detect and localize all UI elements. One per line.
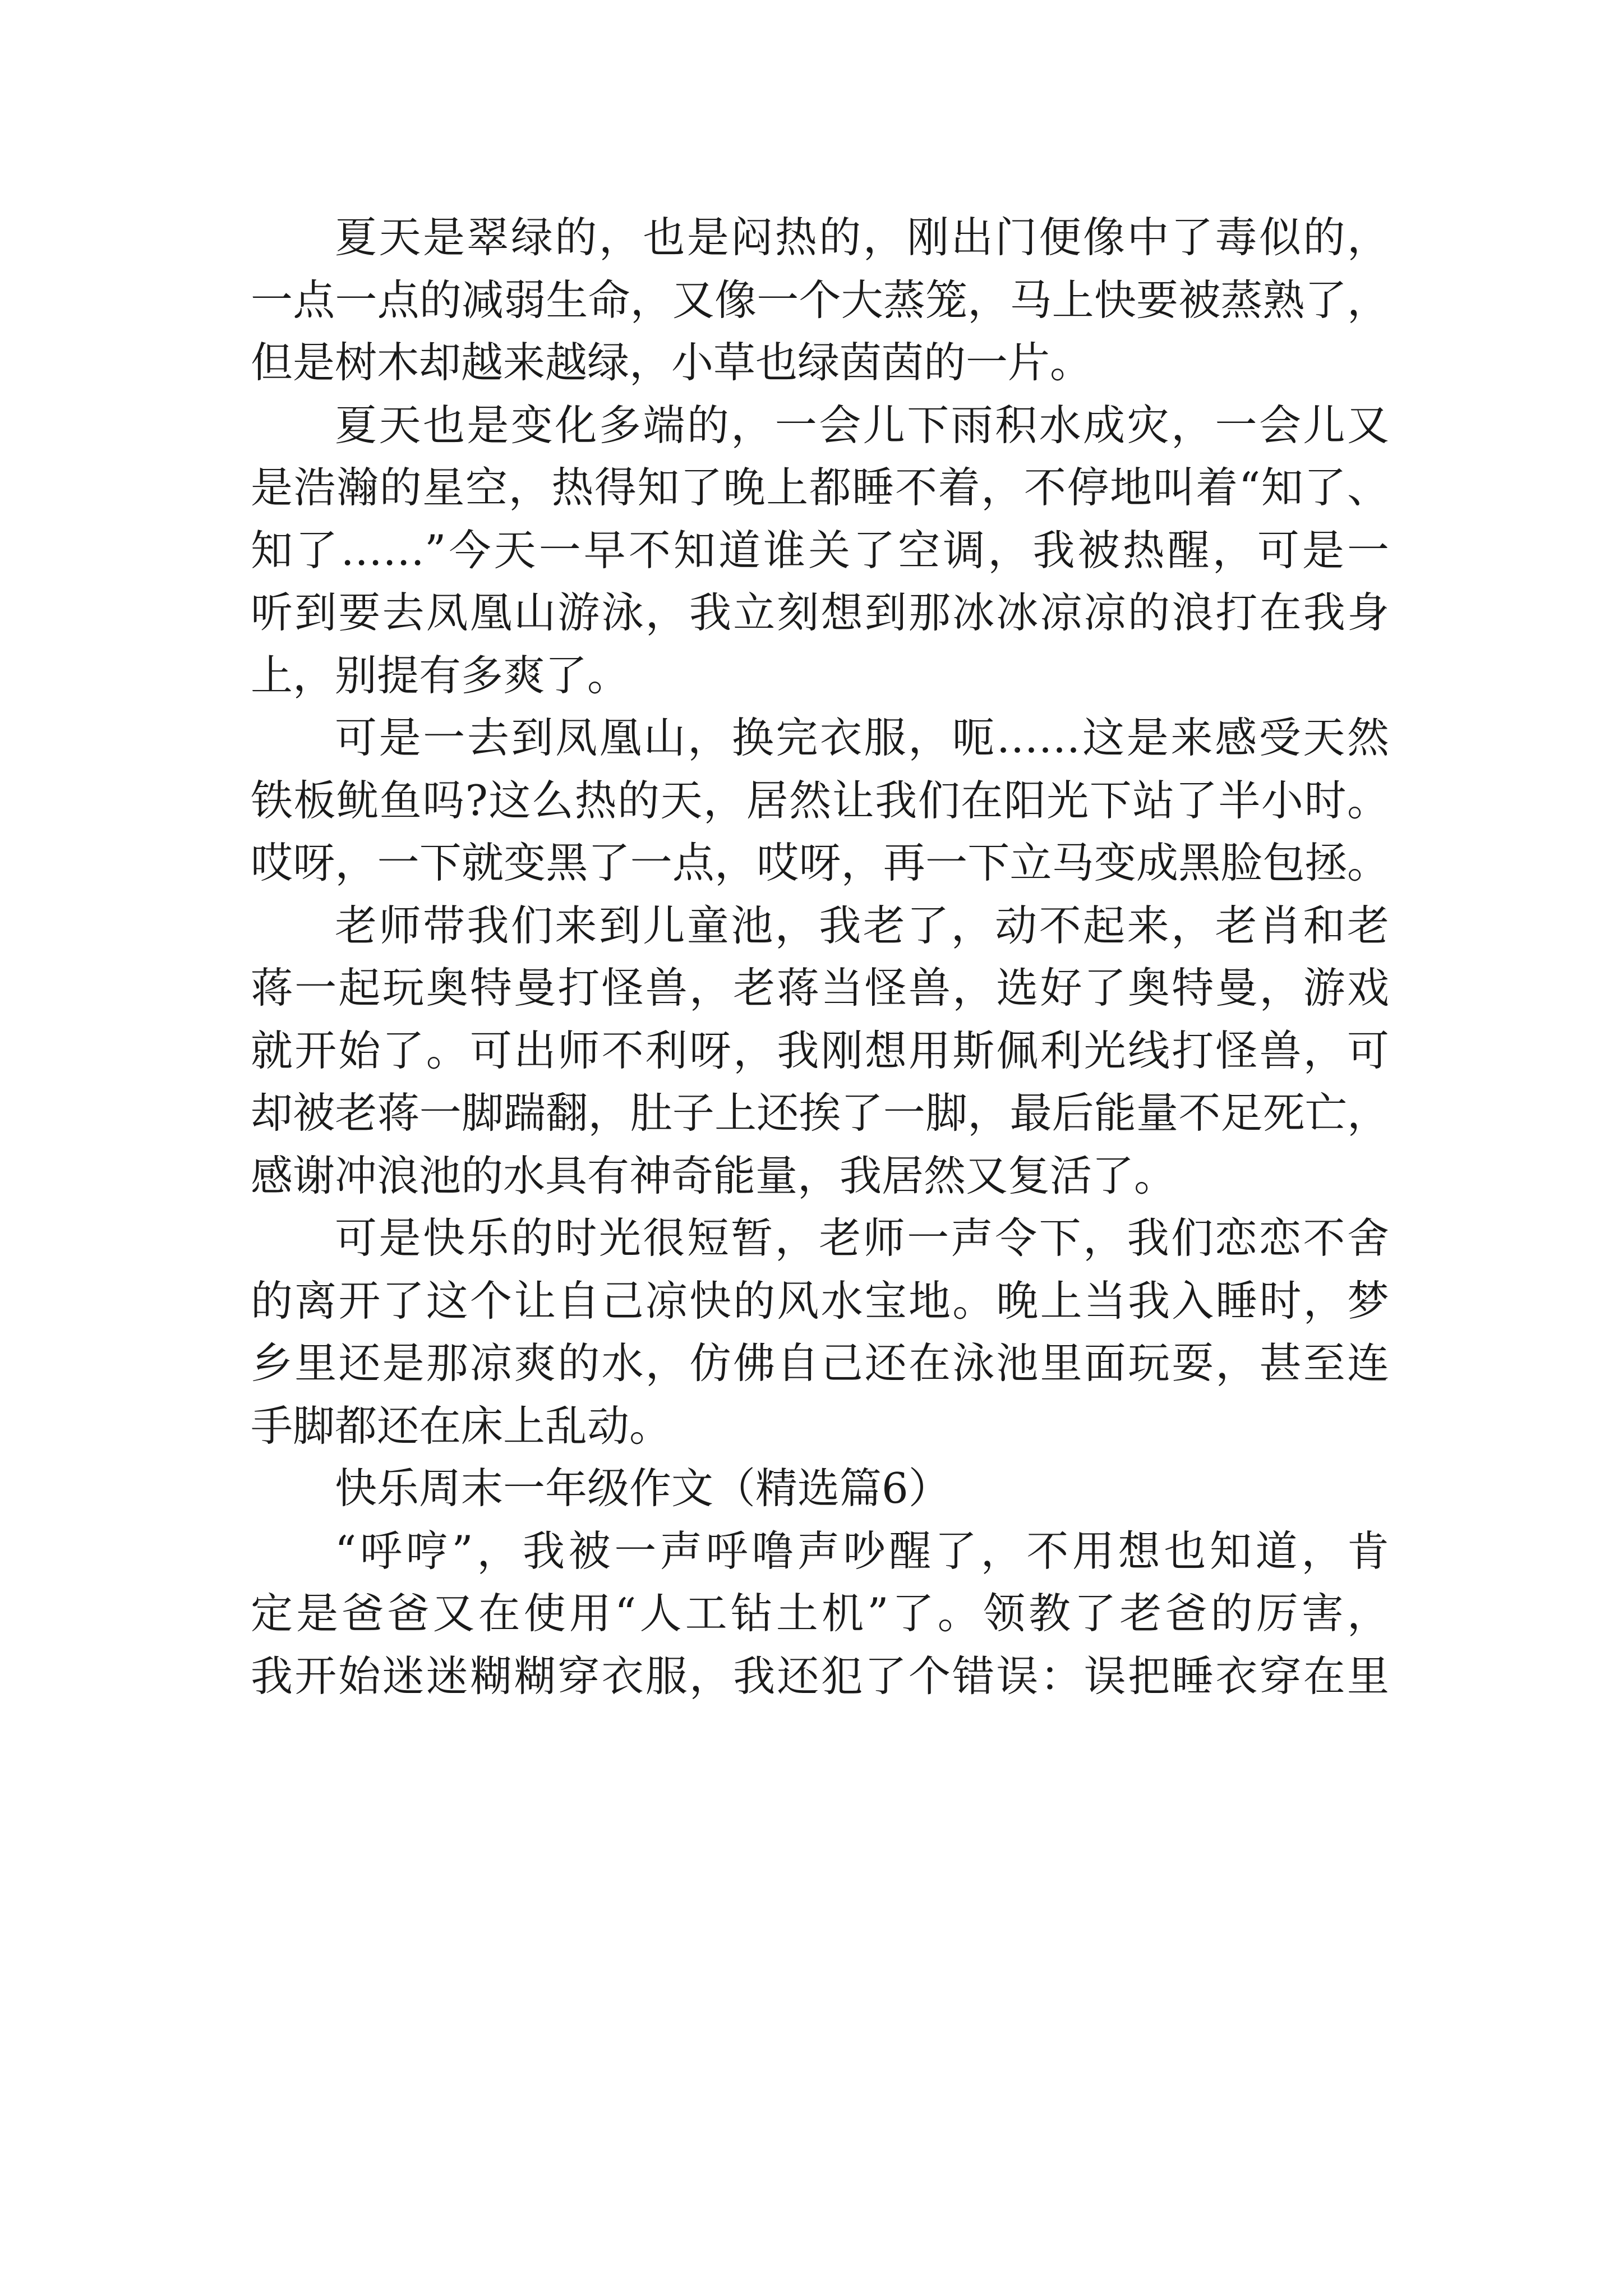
text-line: 上，别提有多爽了。 <box>251 650 630 700</box>
text-line: 夏天是翠绿的，也是闷热的，刚出门便像中了毒似的， <box>335 213 1389 262</box>
paragraph <box>251 895 1389 1208</box>
paragraph <box>251 1207 1389 1457</box>
text-line: 听到要去凤凰山游泳，我立刻想到那冰冰凉凉的浪打在我身 <box>251 588 1389 637</box>
text-line: 乡里还是那凉爽的水，仿佛自己还在泳池里面玩耍，甚至连 <box>251 1338 1389 1388</box>
text-line: 就开始了。可出师不利呀，我刚想用斯佩利光线打怪兽，可 <box>251 1025 1389 1075</box>
paragraph <box>251 1520 1389 1708</box>
text-line: 蒋一起玩奥特曼打怪兽，老蒋当怪兽，选好了奥特曼，游戏 <box>251 963 1389 1013</box>
text-line: 定是爸爸又在使用“人工钻土机”了。领教了老爸的厉害， <box>251 1589 1389 1638</box>
paragraph <box>251 206 1389 394</box>
text-line: 一点一点的减弱生命，又像一个大蒸笼，马上快要被蒸熟了， <box>251 275 1389 325</box>
paragraph <box>251 707 1389 895</box>
text-line: 我开始迷迷糊糊穿衣服，我还犯了个错误：误把睡衣穿在里 <box>251 1651 1389 1701</box>
text-line: 是浩瀚的星空，热得知了晚上都睡不着，不停地叫着“知了、 <box>251 463 1389 512</box>
text-line: 感谢冲浪池的水具有神奇能量，我居然又复活了。 <box>251 1151 1177 1200</box>
text-line: 哎呀，一下就变黑了一点，哎呀，再一下立马变成黑脸包拯。 <box>251 838 1389 887</box>
text-line: 可是一去到凤凰山，换完衣服，呃……这是来感受天然 <box>335 713 1389 762</box>
heading-text: 快乐周末一年级作文（精选篇6） <box>335 1464 951 1513</box>
document-body <box>251 206 1389 1708</box>
text-line: 的离开了这个让自己凉快的风水宝地。晚上当我入睡时，梦 <box>251 1276 1389 1326</box>
text-line: 手脚都还在床上乱动。 <box>251 1401 672 1451</box>
section-heading <box>251 1457 1389 1520</box>
text-line: 但是树木却越来越绿，小草也绿茵茵的一片。 <box>251 338 1092 387</box>
text-line: 铁板鱿鱼吗?这么热的天，居然让我们在阳光下站了半小时。 <box>251 775 1389 825</box>
text-line: 却被老蒋一脚踹翻，肚子上还挨了一脚，最后能量不足死亡， <box>251 1088 1389 1138</box>
paragraph <box>251 394 1389 707</box>
text-line: 知了……”今天一早不知道谁关了空调，我被热醒，可是一 <box>251 525 1389 575</box>
text-line: 夏天也是变化多端的，一会儿下雨积水成灾，一会儿又 <box>335 400 1389 450</box>
text-line: 可是快乐的时光很短暂，老师一声令下，我们恋恋不舍 <box>335 1213 1389 1263</box>
text-line: 老师带我们来到儿童池，我老了，动不起来，老肖和老 <box>335 900 1389 950</box>
text-line: “呼哼”，我被一声呼噜声吵醒了，不用想也知道，肯 <box>335 1526 1389 1576</box>
